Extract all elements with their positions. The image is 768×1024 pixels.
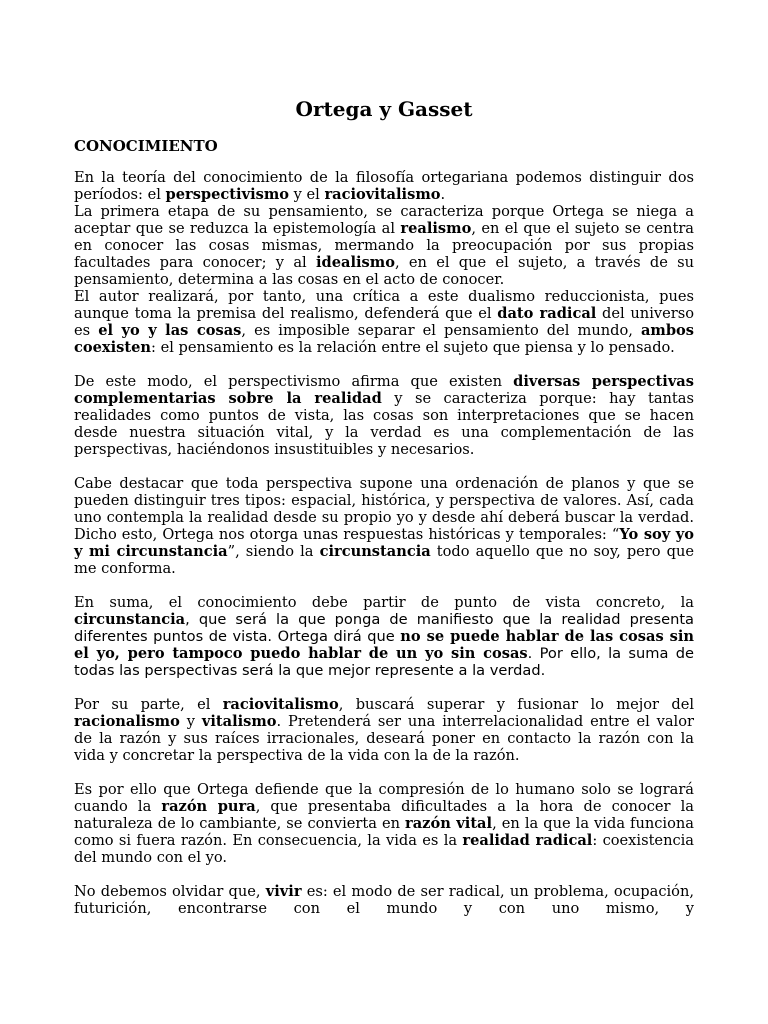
text-run: : coexistencia del mundo con el yo.	[74, 832, 695, 866]
bold-term-perspectivismo: perspectivismo	[165, 186, 290, 203]
bold-term-razon-vital: razón vital	[405, 815, 493, 832]
text-run: De este modo, el perspectivismo afirma que existen	[74, 373, 514, 390]
text-run: , que será la que ponga de manifiesto que la realidad presenta diferentes puntos de vista. Ortega dirá que	[74, 611, 694, 645]
text-run: La primera etapa de su pensamiento, se caracteriza porque Ortega se niega a aceptar que se reduzca la epistemología al	[74, 203, 694, 237]
text-run: todo aquello que no soy, pero que me conforma.	[74, 543, 694, 577]
text-run: Es por ello que Ortega defiende que la compresión de lo humano solo se logrará cuando la	[74, 781, 694, 815]
text-run: , en el que el sujeto, a través de su pensamiento, determina a las cosas en el acto de conocer.	[74, 254, 694, 288]
paragraph-8	[74, 781, 694, 866]
paragraph-9	[74, 883, 694, 917]
bold-term-razon-pura: razón pura	[161, 798, 256, 815]
bold-term-circunstancia: circunstancia	[74, 611, 186, 628]
text-run: . Pretenderá ser una interrelacionalidad entre el valor de la razón y sus raíces irracionales, deseará poner en contacto la razón con la vida y concretar la perspectiva de la vida con la de la razón.	[74, 713, 694, 764]
text-run: ”, siendo la	[227, 543, 320, 560]
bold-term-circunstancia: circunstancia	[319, 543, 431, 560]
paragraph-6	[74, 594, 694, 679]
text-run: No debemos olvidar que,	[74, 883, 266, 900]
text-run: Por su parte, el	[74, 696, 223, 713]
text-run: . Por ello, la suma de todas las perspectivas será la que mejor represente a la verdad.	[74, 645, 695, 679]
bold-statement-no-se-puede-hablar: no se puede hablar de las cosas sin el yo, pero tampoco puedo hablar de un yo sin cosas	[74, 628, 695, 662]
text-run: , en el que el sujeto se centra en conocer las cosas mismas, mermando la preocupación por sus propias facultades para conocer; y al	[74, 220, 694, 271]
text-run: es: el modo de ser radical, un problema, ocupación, futurición, encontrarse con el mundo y con uno mismo, y	[74, 883, 694, 917]
text-run: del universo es	[74, 305, 695, 339]
paragraph-2	[74, 203, 694, 288]
text-run: En suma, el conocimiento debe partir de punto de vista concreto, la	[74, 594, 694, 611]
paragraph-7	[74, 696, 694, 764]
text-run: Cabe destacar que toda perspectiva supone una ordenación de planos y que se pueden distinguir tres tipos: espacial, histórica, y perspectiva de valores. Así, cada uno contempla la realidad desde su propio yo y desde ahí deberá buscar la verdad. Dicho esto, Ortega nos otorga unas respuestas históricas y temporales: “	[74, 475, 694, 543]
document-title: Ortega y Gasset	[295, 97, 473, 121]
text-run: , es imposible separar el pensamiento del mundo,	[241, 322, 641, 339]
bold-term-raciovitalismo: raciovitalismo	[324, 186, 441, 203]
text-run: , buscará superar y fusionar lo mejor del	[338, 696, 694, 713]
text-run: : el pensamiento es la relación entre el sujeto que piensa y lo pensado.	[151, 339, 675, 356]
bold-term-racionalismo: racionalismo	[74, 713, 180, 730]
paragraph-5	[74, 475, 694, 577]
bold-term-realismo: realismo	[400, 220, 472, 237]
text-run: y se caracteriza porque: hay tantas realidades como puntos de vista, las cosas son interpretaciones que se hacen desde nuestra situación vital, y la verdad es una complementación de las perspectivas, haciéndonos insustituibles y necesarios.	[74, 390, 694, 458]
document-body	[74, 169, 694, 934]
section-heading: CONOCIMIENTO	[74, 137, 218, 155]
bold-quote-yo-soy-yo: Yo soy yo y mi circunstancia	[74, 526, 694, 560]
bold-term-ambos-coexisten: ambos coexisten	[74, 322, 695, 356]
bold-term-dato-radical: dato radical	[497, 305, 597, 322]
text-run: , en la que la vida funciona como si fuera razón. En consecuencia, la vida es la	[74, 815, 694, 849]
paragraph-3	[74, 288, 694, 356]
text-run: y el	[289, 186, 325, 203]
text-run: y	[179, 713, 202, 730]
text-run: En la teoría del conocimiento de la filosofía ortegariana podemos distinguir dos períodos: el	[74, 169, 694, 203]
bold-term-vivir: vivir	[265, 883, 302, 900]
text-run: .	[440, 186, 446, 203]
text-run: , que presentaba dificultades a la hora de conocer la naturaleza de lo cambiante, se convierta en	[74, 798, 694, 832]
paragraph-4	[74, 373, 694, 458]
paragraph-1	[74, 169, 694, 203]
text-run: El autor realizará, por tanto, una crítica a este dualismo reduccionista, pues aunque toma la premisa del realismo, defenderá que el	[74, 288, 694, 322]
bold-term-raciovitalismo: raciovitalismo	[222, 696, 339, 713]
bold-term-idealismo: idealismo	[315, 254, 395, 271]
bold-term-el-yo-y-las-cosas: el yo y las cosas	[98, 322, 242, 339]
bold-term-diversas-perspectivas: diversas perspectivas complementarias sobre la realidad	[74, 373, 694, 407]
bold-term-realidad-radical: realidad radical	[462, 832, 593, 849]
bold-term-vitalismo: vitalismo	[201, 713, 277, 730]
